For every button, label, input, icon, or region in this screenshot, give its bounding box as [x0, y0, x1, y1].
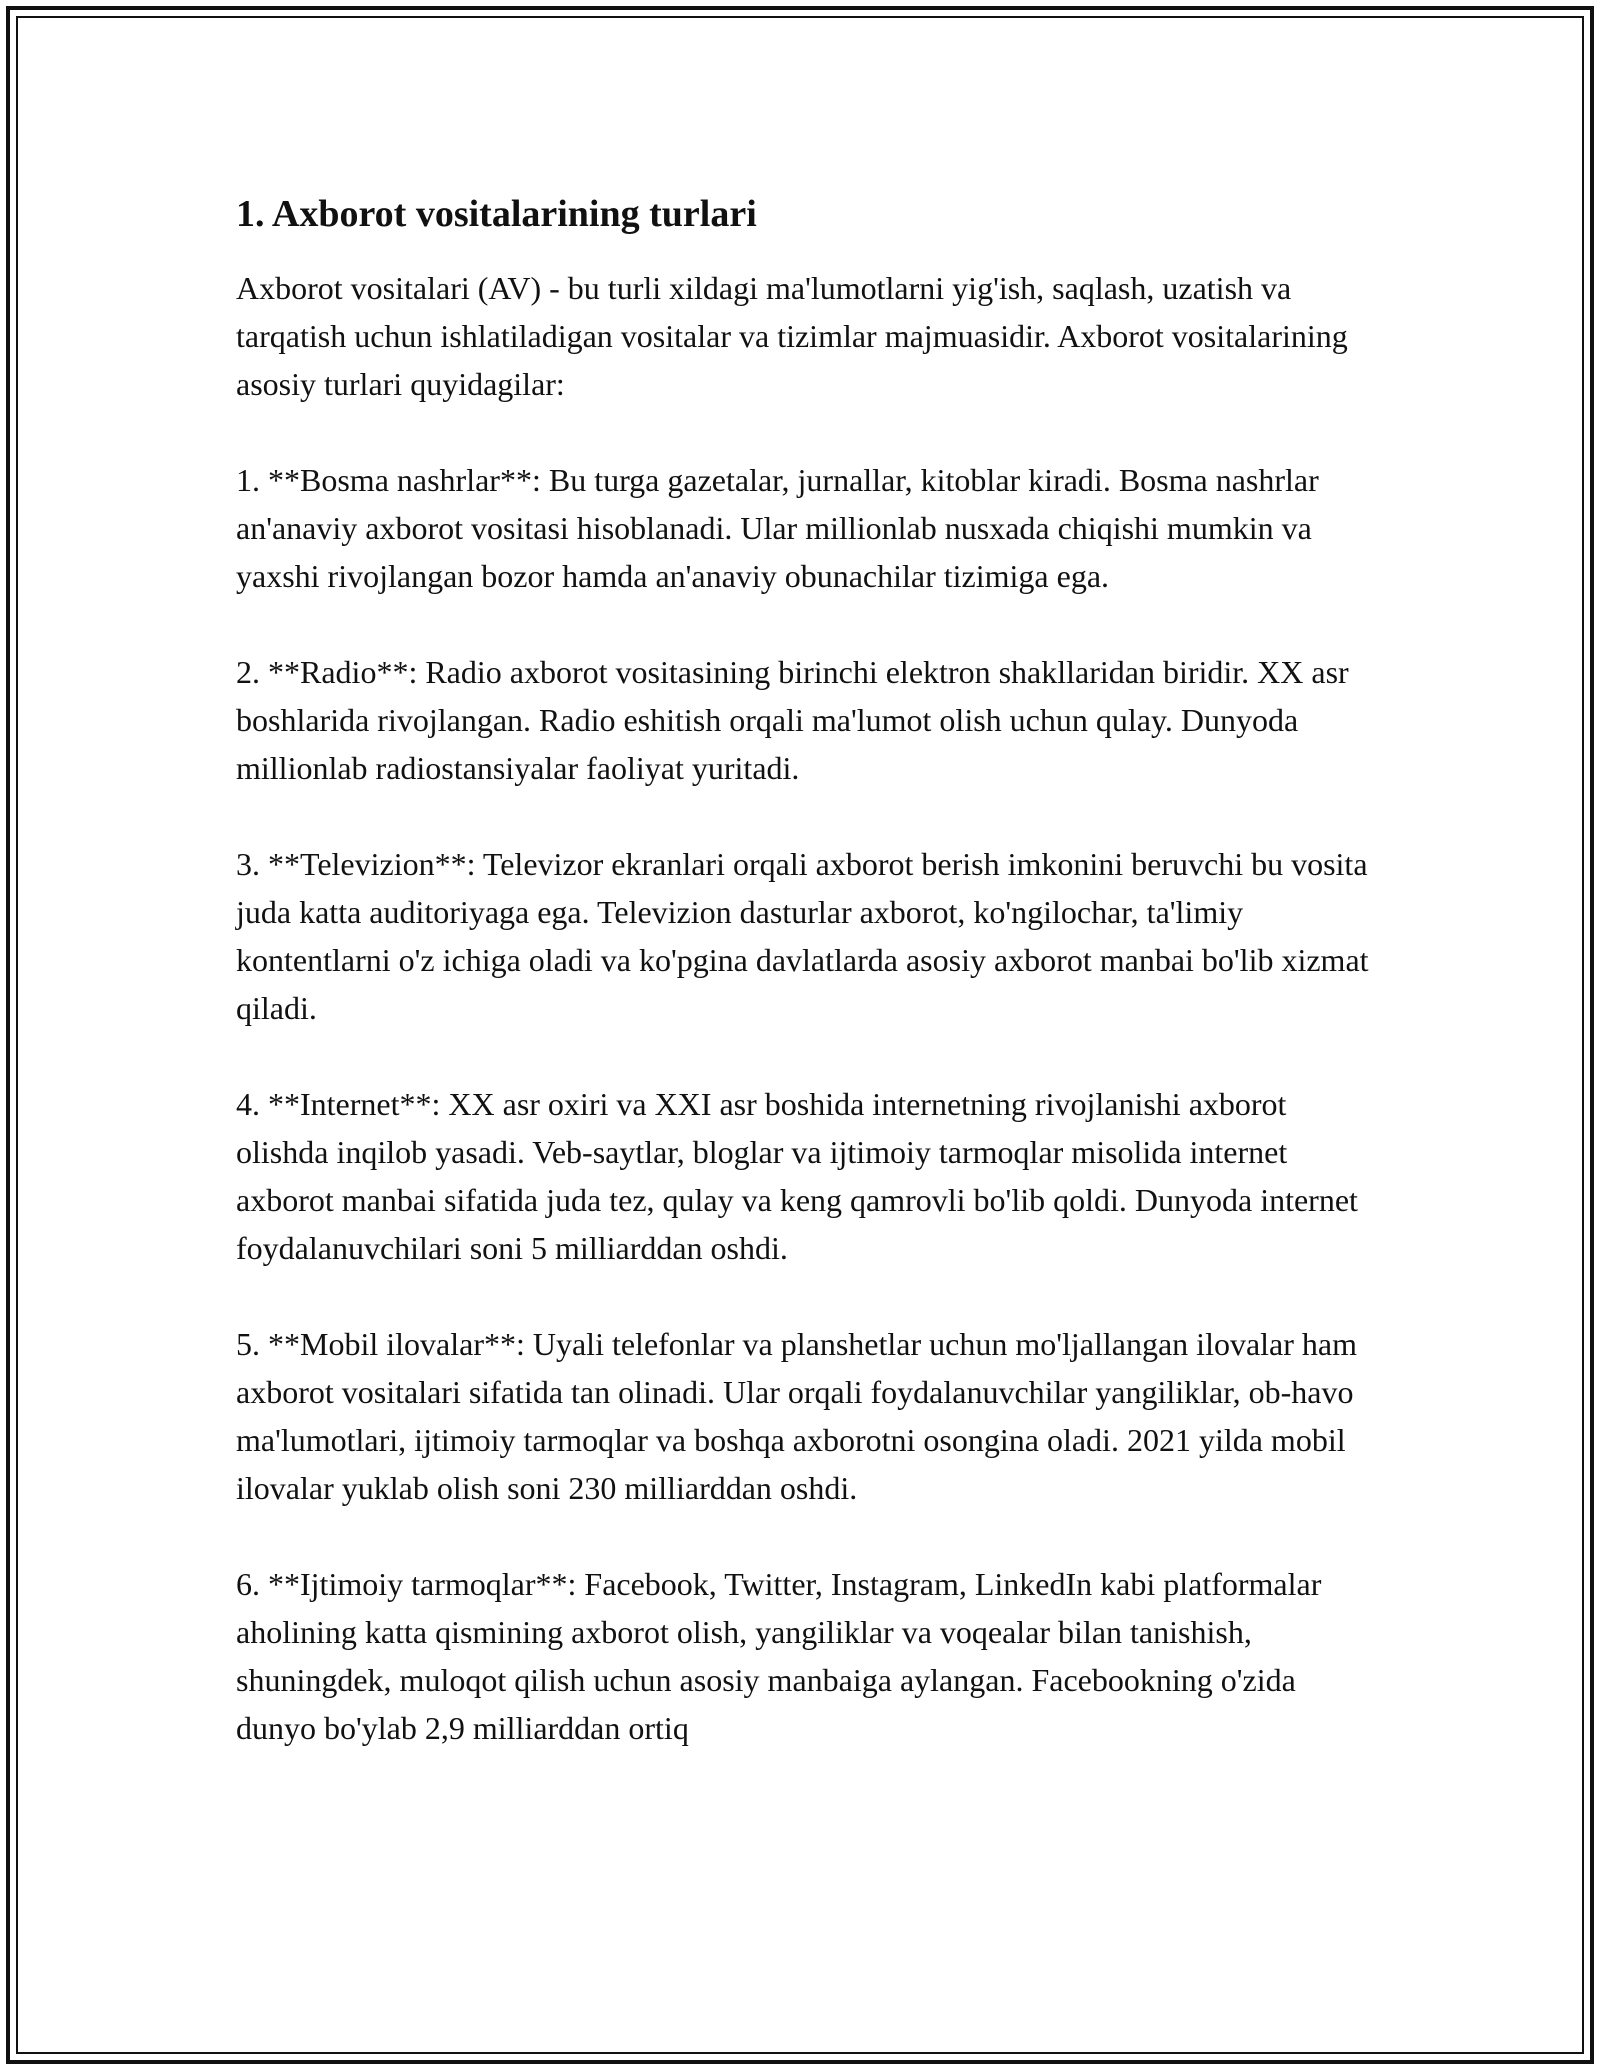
list-item-radio: 2. **Radio**: Radio axborot vositasining birinchi elektron shakllaridan biridir. XX asr boshlarida rivojlangan. Radio eshitish orqali ma'lumot olish uchun qulay. Dunyoda millionlab radiostansiyalar faoliyat yuritadi. — [236, 654, 1349, 786]
list-item-television: 3. **Televizion**: Televizor ekranlari orqali axborot berish imkonini beruvchi bu vosita juda katta auditoriyaga ega. Televizion dasturlar axborot, ko'ngilochar, ta'limiy kontentlarni o'z ichiga oladi va ko'pgina davlatlarda asosiy axborot manbai bo'lib xizmat qiladi. — [236, 846, 1369, 1026]
section-heading: 1. Axborot vositalarining turlari — [236, 193, 757, 235]
list-item-mobile-apps: 5. **Mobil ilovalar**: Uyali telefonlar va planshetlar uchun mo'ljallangan ilovalar ham axborot vositalari sifatida tan olinadi. Ular orqali foydalanuvchilar yangiliklar, ob-havo ma'lumotlari, ijtimoiy tarmoqlar va boshqa axborotni osongina oladi. 2021 yilda mobil ilovalar yuklab olish soni 230 milliarddan oshdi. — [236, 1326, 1357, 1506]
list-item-social-networks: 6. **Ijtimoiy tarmoqlar**: Facebook, Twitter, Instagram, LinkedIn kabi platformalar aholining katta qismining axborot olish, yangiliklar va voqealar bilan tanishish, shuningdek, muloqot qilish uchun asosiy manbaiga aylangan. Facebookning o'zida dunyo bo'ylab 2,9 milliarddan ortiq — [236, 1566, 1322, 1746]
list-item-print-media: 1. **Bosma nashrlar**: Bu turga gazetalar, jurnallar, kitoblar kiradi. Bosma nashrlar an'anaviy axborot vositasi hisoblanadi. Ular millionlab nusxada chiqishi mumkin va yaxshi rivojlangan bozor hamda an'anaviy obunachilar tizimiga ega. — [236, 462, 1319, 594]
document-body — [236, 188, 1376, 1752]
list-item-internet: 4. **Internet**: XX asr oxiri va XXI asr boshida internetning rivojlanishi axborot olishda inqilob yasadi. Veb-saytlar, bloglar va ijtimoiy tarmoqlar misolida internet axborot manbai sifatida juda tez, qulay va keng qamrovli bo'lib qoldi. Dunyoda internet foydalanuvchilari soni 5 milliarddan oshdi. — [236, 1086, 1358, 1266]
intro-paragraph: Axborot vositalari (AV) - bu turli xildagi ma'lumotlarni yig'ish, saqlash, uzatish va tarqatish uchun ishlatiladigan vositalar va tizimlar majmuasidir. Axborot vositalarining asosiy turlari quyidagilar: — [236, 270, 1348, 402]
